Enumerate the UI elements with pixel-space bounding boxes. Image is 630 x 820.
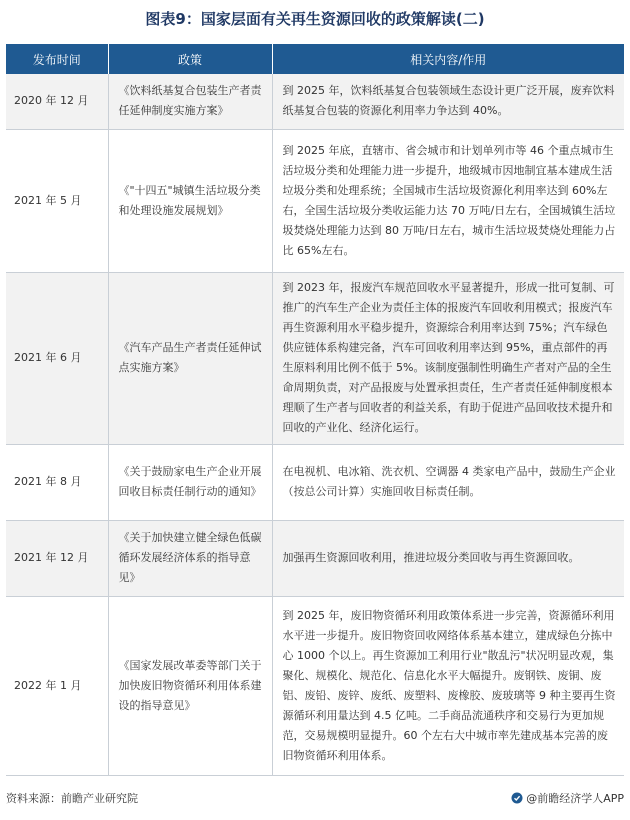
table-row <box>6 74 624 129</box>
chart-title: 图表9：国家层面有关再生资源回收的政策解读(二) <box>145 10 485 28</box>
row-policy: 《"十四五"城镇生活垃圾分类和处理设施发展规划》 <box>108 129 272 272</box>
header-policy: 政策 <box>108 44 272 74</box>
row-policy: 《关于鼓励家电生产企业开展回收目标责任制行动的通知》 <box>108 444 272 520</box>
row-time: 2022 年 1 月 <box>6 596 108 775</box>
row-policy: 《汽车产品生产者责任延伸试点实施方案》 <box>108 272 272 444</box>
source-note: 资料来源：前瞻产业研究院 <box>6 792 138 805</box>
row-content: 在电视机、电冰箱、洗衣机、空调器 4 类家电产品中，鼓励生产企业（按总公司计算）实施回收目标责任制。 <box>272 444 624 520</box>
row-policy: 《饮料纸基复合包装生产者责任延伸制度实施方案》 <box>108 74 272 129</box>
brand-logo-icon <box>511 792 523 804</box>
row-time: 2021 年 8 月 <box>6 444 108 520</box>
row-policy: 《国家发展改革委等部门关于加快废旧物资循环利用体系建设的指导意见》 <box>108 596 272 775</box>
table-row <box>6 272 624 444</box>
header-content: 相关内容/作用 <box>272 44 624 74</box>
footer <box>6 790 624 808</box>
policy-table <box>6 44 624 776</box>
row-content: 加强再生资源回收利用，推进垃圾分类回收与再生资源回收。 <box>272 520 624 596</box>
header-time: 发布时间 <box>6 44 108 74</box>
brand-attribution <box>511 790 624 806</box>
table-row <box>6 520 624 596</box>
row-content: 到 2025 年底，直辖市、省会城市和计划单列市等 46 个重点城市生活垃圾分类和处理能力进一步提升，地级城市因地制宜基本建成生活垃圾分类和处理系统；全国城市生活垃圾资源化利用率达到 60%左右，全国生活垃圾分类收运能力达 70 万吨/日左右，全国城镇生活垃圾焚烧处理能力达到 80 万吨/日左右，城市生活垃圾焚烧处理能力占比 65%左右。 <box>272 129 624 272</box>
row-time: 2021 年 5 月 <box>6 129 108 272</box>
table-header-row <box>6 44 624 74</box>
table-row <box>6 129 624 272</box>
row-content: 到 2025 年，废旧物资循环利用政策体系进一步完善，资源循环利用水平进一步提升。废旧物资回收网络体系基本建立，建成绿色分拣中心 1000 个以上。再生资源加工利用行业"散乱污"状况明显改观，集聚化、规模化、规范化、信息化水平大幅提升。废钢铁、废铜、废铝、废铅、废锌、废纸、废塑料、废橡胶、废玻璃等 9 种主要再生资源循环利用量达到 4.5 亿吨。二手商品流通秩序和交易行为更加规范，交易规模明显提升。60 个左右大中城市率先建成基本完善的废旧物资循环利用体系。 <box>272 596 624 775</box>
table-row <box>6 596 624 775</box>
row-content: 到 2025 年，饮料纸基复合包装领域生态设计更广泛开展，废弃饮料纸基复合包装的资源化利用率力争达到 40%。 <box>272 74 624 129</box>
row-content: 到 2023 年，报废汽车规范回收水平显著提升，形成一批可复制、可推广的汽车生产企业为责任主体的报废汽车回收利用模式；报废汽车再生资源利用水平稳步提升，资源综合利用率达到 75%；汽车绿色供应链体系构建完备，汽车可回收利用率达到 95%，重点部件的再生原料利用比例不低于 5%。该制度强制性明确生产者对产品的全生命周期负责，对产品报废与处置承担责任，生产者责任延伸制度根本理顺了生产者与回收者的利益关系，有助于促进产品回收技术提升和回收的产业化、经济化运行。 <box>272 272 624 444</box>
table-row <box>6 444 624 520</box>
brand-text: @前瞻经济学人APP <box>526 792 624 805</box>
row-time: 2020 年 12 月 <box>6 74 108 129</box>
row-time: 2021 年 12 月 <box>6 520 108 596</box>
row-policy: 《关于加快建立健全绿色低碳循环发展经济体系的指导意见》 <box>108 520 272 596</box>
row-time: 2021 年 6 月 <box>6 272 108 444</box>
